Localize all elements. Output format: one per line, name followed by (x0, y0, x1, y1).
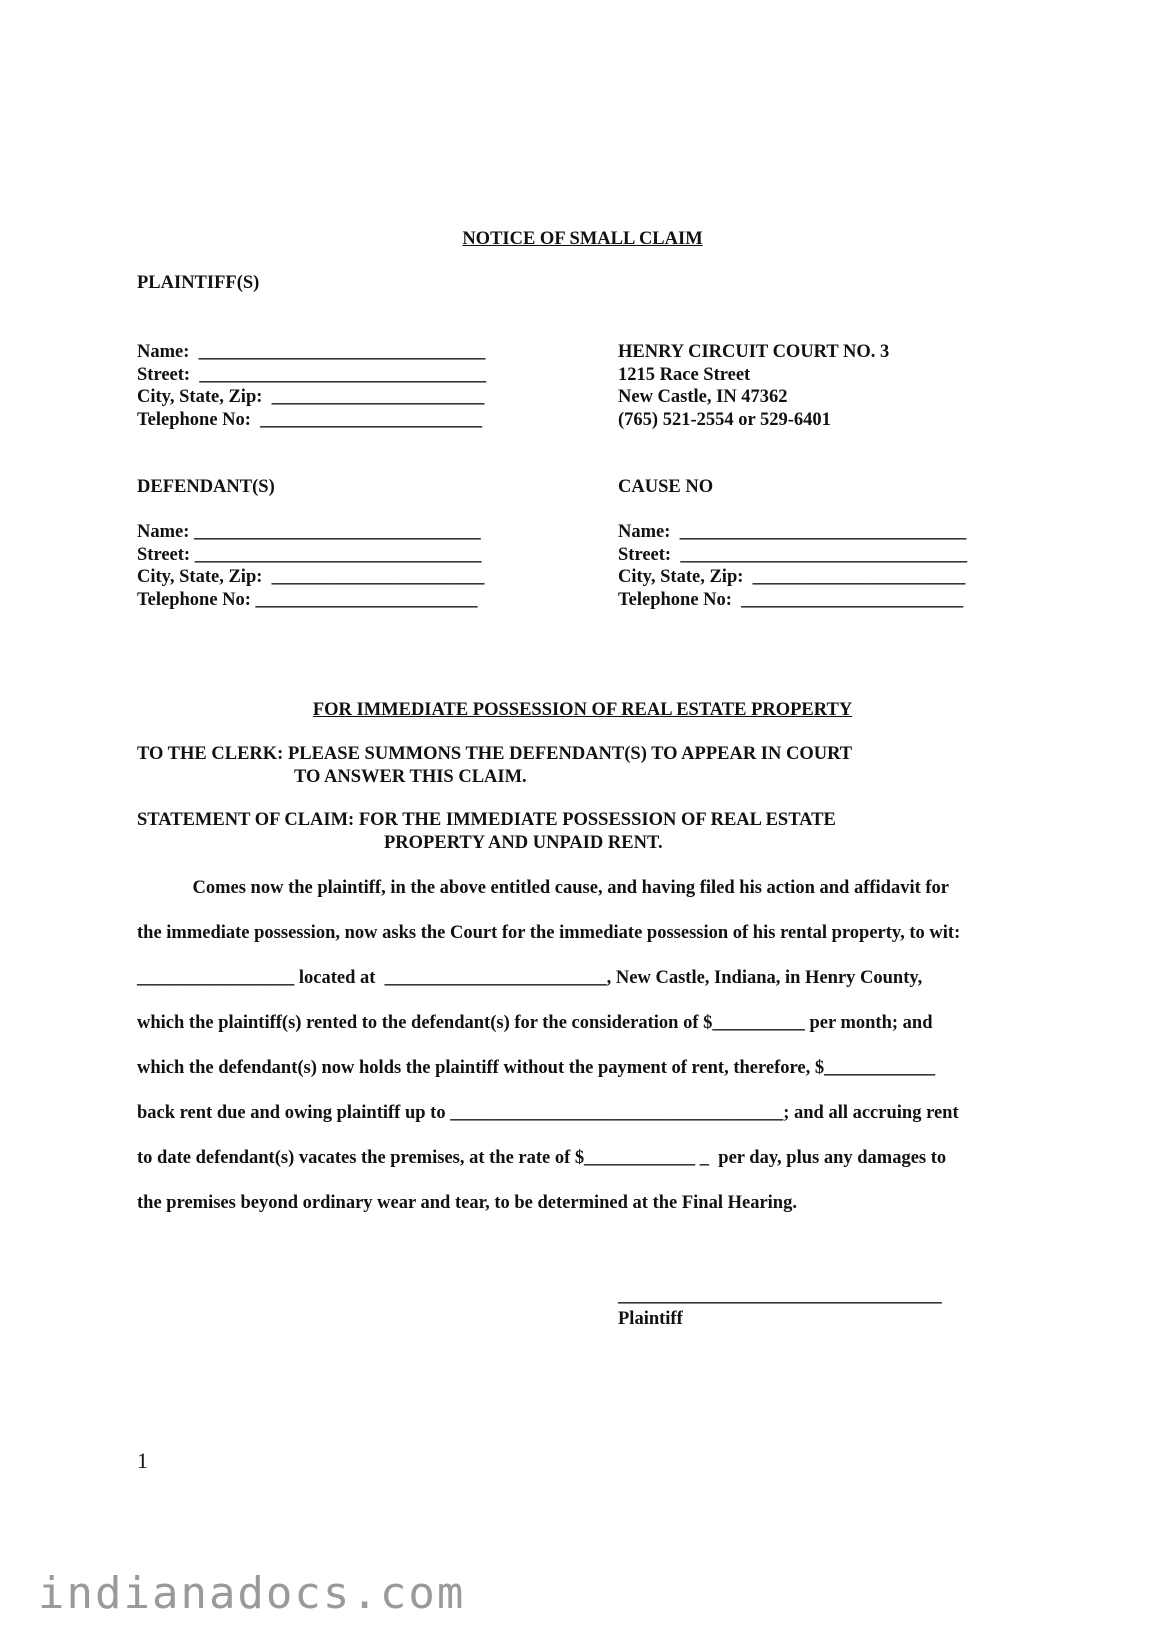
plaintiff-street-field[interactable]: Street: _______________________________ (137, 364, 487, 385)
plaintiff-heading: PLAINTIFF(S) (137, 273, 260, 293)
paragraph-line[interactable]: back rent due and owing plaintiff up to ____________________________________; and all accruing rent (137, 1103, 959, 1123)
plaintiff-phone-field[interactable]: Telephone No: ________________________ (137, 409, 483, 430)
paragraph-line: the immediate possession, now asks the Court for the immediate possession of his rental property, to wit: (137, 923, 961, 943)
court-city: New Castle, IN 47362 (618, 387, 788, 407)
defendant-block (137, 521, 485, 647)
cause-street-field[interactable]: Street: _______________________________ (618, 544, 968, 565)
cause-block (618, 521, 968, 647)
paragraph-line[interactable]: which the plaintiff(s) rented to the defendant(s) for the consideration of $__________ per month; and (137, 1013, 933, 1033)
paragraph-line[interactable]: _________________ located at ________________________, New Castle, Indiana, in Henry County, (137, 968, 923, 988)
defendant-phone-field[interactable]: Telephone No: ________________________ (137, 589, 478, 610)
plaintiff-name-field[interactable]: Name: _______________________________ (137, 342, 486, 362)
signature-line[interactable]: ___________________________________ (618, 1286, 942, 1306)
plaintiff-city-field[interactable]: City, State, Zip: _______________________ (137, 387, 485, 407)
defendant-street-field[interactable]: Street: _______________________________ (137, 544, 482, 565)
defendant-heading: DEFENDANT(S) (137, 477, 275, 497)
court-block (618, 341, 890, 467)
paragraph-line[interactable]: which the defendant(s) now holds the plaintiff without the payment of rent, therefore, $____________ (137, 1058, 936, 1078)
clerk-instruction-line1: TO THE CLERK: PLEASE SUMMONS THE DEFENDANT(S) TO APPEAR IN COURT (137, 744, 853, 764)
section-subtitle: FOR IMMEDIATE POSSESSION OF REAL ESTATE PROPERTY (312, 700, 853, 720)
cause-city-field[interactable]: City, State, Zip: _______________________ (618, 567, 966, 587)
clerk-instruction-line2: TO ANSWER THIS CLAIM. (294, 767, 527, 787)
watermark-text: indianadocs.com (38, 1568, 466, 1619)
paragraph-line: Comes now the plaintiff, in the above entitled cause, and having filed his action and affidavit for (137, 878, 949, 898)
statement-line1: STATEMENT OF CLAIM: FOR THE IMMEDIATE POSSESSION OF REAL ESTATE (137, 810, 836, 830)
document-title: NOTICE OF SMALL CLAIM (462, 229, 703, 249)
defendant-city-field[interactable]: City, State, Zip: _______________________ (137, 567, 485, 587)
cause-name-field[interactable]: Name: _______________________________ (618, 522, 967, 542)
court-phone: (765) 521-2554 or 529-6401 (618, 409, 831, 430)
defendant-name-field[interactable]: Name: _______________________________ (137, 522, 481, 542)
court-street: 1215 Race Street (618, 364, 751, 385)
page-number: 1 (137, 1448, 148, 1473)
signature-label: Plaintiff (618, 1309, 683, 1329)
paragraph-line[interactable]: to date defendant(s) vacates the premises, at the rate of $____________ _ per day, plus any damages to (137, 1148, 947, 1168)
paragraph-line: the premises beyond ordinary wear and tear, to be determined at the Final Hearing. (137, 1193, 797, 1213)
court-name: HENRY CIRCUIT COURT NO. 3 (618, 342, 890, 362)
cause-heading: CAUSE NO (618, 477, 714, 497)
plaintiff-block (137, 341, 487, 467)
cause-phone-field[interactable]: Telephone No: ________________________ (618, 589, 964, 610)
statement-line2: PROPERTY AND UNPAID RENT. (384, 833, 663, 853)
